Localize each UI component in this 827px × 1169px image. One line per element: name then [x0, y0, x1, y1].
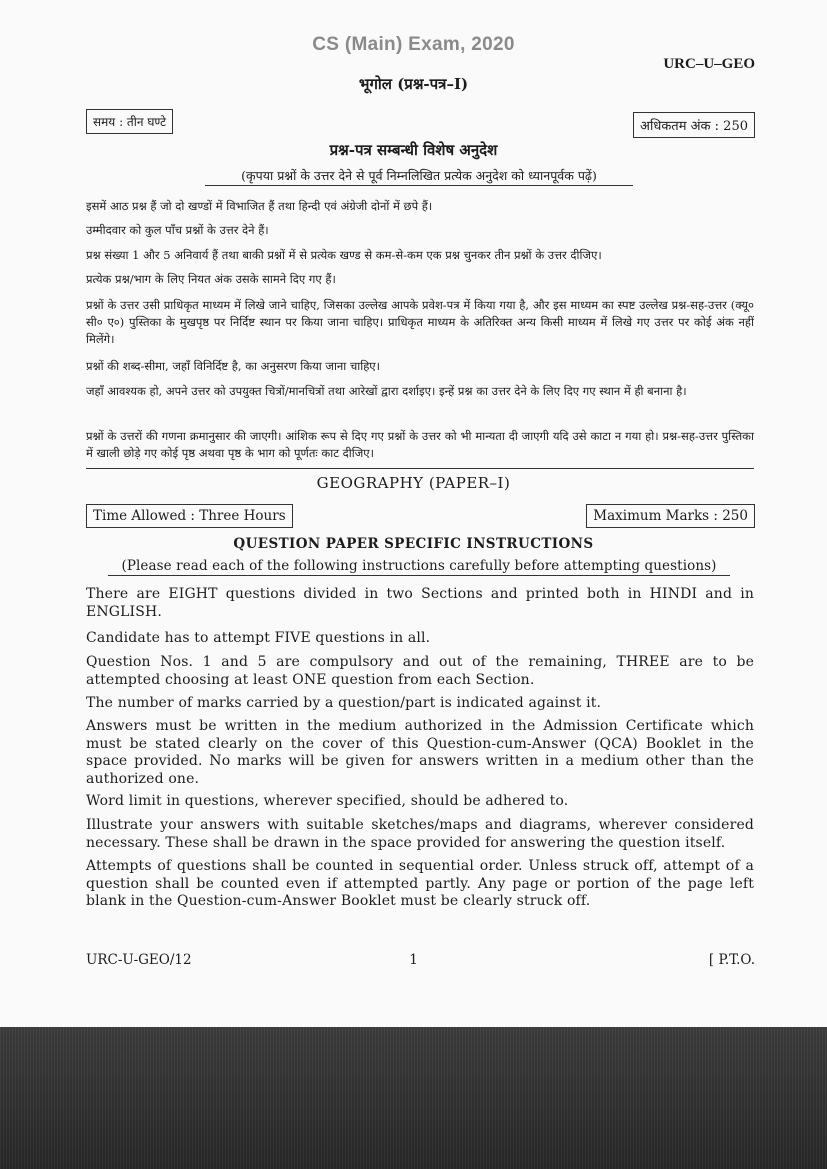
section-divider — [86, 468, 754, 469]
english-instruction: Attempts of questions shall be counted in sequential order. Unless struck off, attempt of a question shall be counted even if attempted partly. Any page or portion of the page left blank in the Question-cum-Answer Booklet must be clearly struck off. — [86, 858, 754, 909]
english-subject-title: GEOGRAPHY (PAPER–I) — [316, 474, 511, 492]
hindi-instruction: प्रश्नों की शब्द-सीमा, जहाँ विनिर्दिष्ट है, का अनुसरण किया जाना चाहिए। — [86, 359, 381, 373]
english-instruction: Word limit in questions, wherever specified, should be adhered to. — [86, 793, 569, 809]
footer-page-number: 1 — [409, 952, 418, 968]
english-instruction: There are EIGHT questions divided in two Sections and printed both in HINDI and in ENGLISH. — [86, 586, 754, 620]
english-max-marks: Maximum Marks : 250 — [586, 504, 755, 528]
hindi-instruction: प्रत्येक प्रश्न/भाग के लिए नियत अंक उसके सामने दिए गए हैं। — [86, 272, 336, 286]
english-instruction: Candidate has to attempt FIVE questions in all. — [86, 630, 431, 646]
hindi-instruction: इसमें आठ प्रश्न हैं जो दो खण्डों में विभाजित हैं तथा हिन्दी एवं अंग्रेजी दोनों में छपे हैं। — [86, 199, 433, 213]
footer-paper-code: URC-U-GEO/12 — [86, 952, 192, 968]
hindi-instruction: प्रश्न संख्या 1 और 5 अनिवार्य हैं तथा बाकी प्रश्नों में से प्रत्येक खण्ड से कम-से-कम एक प्रश्न चुनकर तीन प्रश्नों के उत्तर दीजिए। — [86, 248, 602, 262]
english-instruction: Illustrate your answers with suitable sketches/maps and diagrams, wherever considered necessary. These shall be drawn in the space provided for answering the question itself. — [86, 817, 754, 851]
hindi-max-marks: अधिकतम अंक : 250 — [633, 112, 755, 138]
english-time-allowed: Time Allowed : Three Hours — [86, 504, 293, 528]
paper-code: URC–U–GEO — [663, 56, 755, 72]
hindi-instructions-subheading: (कृपया प्रश्नों के उत्तर देने से पूर्व निम्नलिखित प्रत्येक अनुदेश को ध्यानपूर्वक पढ़ें) — [205, 167, 633, 186]
hindi-subject-title: भूगोल (प्रश्न-पत्र–I) — [358, 75, 469, 93]
english-instruction: Answers must be written in the medium authorized in the Admission Certificate which must be stated clearly on the cover of this Question-cum-Answer (QCA) Booklet in the space provided. No marks will be given for answers written in a medium other than the authorized one. — [86, 718, 754, 787]
hindi-instruction: प्रश्नों के उत्तरों की गणना क्रमानुसार की जाएगी। आंशिक रूप से दिए गए प्रश्नों के उत्तर को भी मान्यता दी जाएगी यदि उसे काटा न गया हो। प्रश्न-सह-उत्तर पुस्तिका में खाली छोड़े गए कोई पृष्ठ अथवा पृष्ठ के भाग को पूर्णतः काट दीजिए। — [86, 429, 754, 460]
hindi-instructions-heading: प्रश्न-पत्र सम्बन्धी विशेष अनुदेश — [329, 141, 498, 159]
footer-pto: [ P.T.O. — [708, 952, 755, 968]
english-instructions-subheading: (Please read each of the following instructions carefully before attempting questions) — [108, 558, 730, 576]
english-instruction: Question Nos. 1 and 5 are compulsory and out of the remaining, THREE are to be attempted choosing at least ONE question from each Section. — [86, 654, 754, 688]
hindi-instruction: प्रश्नों के उत्तर उसी प्राधिकृत माध्यम में लिखे जाने चाहिए, जिसका उल्लेख आपके प्रवेश-पत्र में किया गया है, और इस माध्यम का स्पष्ट उल्लेख प्रश्न-सह-उत्तर (क्यू० सी० ए०) पुस्तिका के मुखपृष्ठ पर निर्दिष्ट स्थान पर किया जाना चाहिए। प्राधिकृत माध्यम के अतिरिक्त अन्य किसी माध्यम में लिखे गए उत्तर पर कोई अंक नहीं मिलेंगे। — [86, 298, 754, 346]
scanner-background-band — [0, 1027, 827, 1169]
hindi-instruction: जहाँ आवश्यक हो, अपने उत्तर को उपयुक्त चित्रों/मानचित्रों तथा आरेखों द्वारा दर्शाइए। इन्हें प्रश्न का उत्तर देने के लिए दिए गए स्थान में ही बनाना है। — [86, 384, 687, 398]
hindi-instruction: उम्मीदवार को कुल पाँच प्रश्नों के उत्तर देने हैं। — [86, 223, 269, 237]
english-instruction: The number of marks carried by a question/part is indicated against it. — [86, 695, 602, 711]
english-instructions-heading: QUESTION PAPER SPECIFIC INSTRUCTIONS — [233, 536, 594, 552]
exam-title: CS (Main) Exam, 2020 — [312, 34, 515, 55]
hindi-time-allowed: समय : तीन घण्टे — [86, 109, 173, 134]
